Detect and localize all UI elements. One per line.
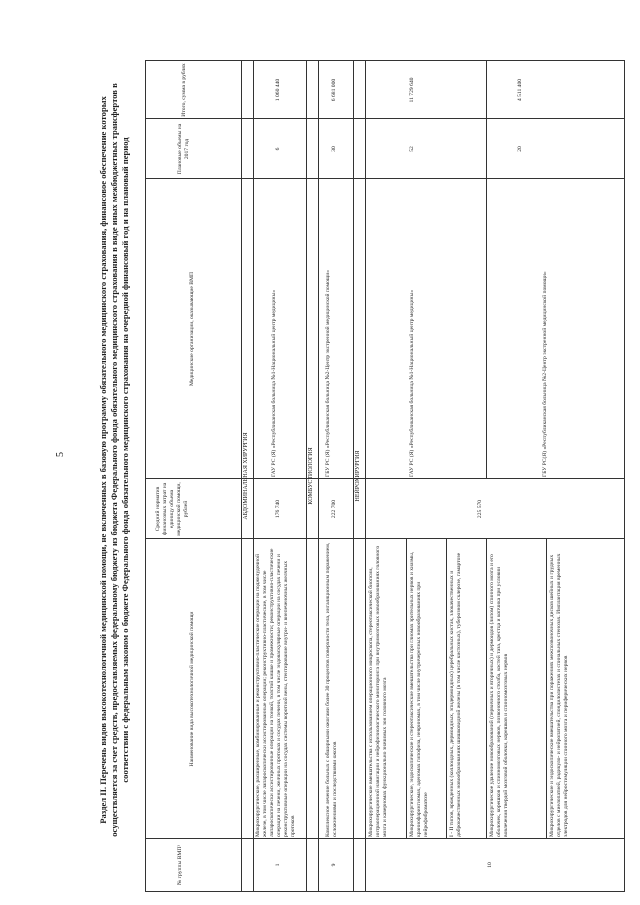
- row2-total: 6 681 000: [331, 78, 337, 102]
- row3-group: 10: [487, 862, 493, 868]
- row1-total: 1 060 440: [275, 78, 281, 102]
- row1-name: Микрохирургические, расширенные, комбинированные и реконструктивно-пластические операции на поджелудочной железе, в том числе лапароскопически ассистированные операции; реконструктивно-пластические, в том числе лапароскопически ассистированные операции на тонкой, толстой кишке и промежности; реконструктивно-пластические операции на печени, желчных протоках и сосудах печени, в том числе эндоваскулярные операции на сосудах печени и реконструктивные операции на сосудах системы воротной вены, стентирование внутри- и внепеченочных желчных протоков: [255, 548, 296, 837]
- section-title: [98, 45, 131, 875]
- row3-item: Микрохирургическое удаление новообразований (первичных и вторичных) и дермоидов (липом) спинного мозга и его оболочек, корешков и спинномозговых нервов, позвоночного столба, костей таза, крестца и копчика при условии вовлечения твердой мозговой оболочки, корешков и спинномозговых нервов: [489, 554, 509, 837]
- row1-org: ГАУ РС (Я) «Республиканская больница №1-Национальный центр медицины»: [271, 289, 277, 477]
- row2-group: 9: [331, 863, 337, 867]
- row3-total2: 4 511 400: [517, 78, 523, 102]
- row3-total1: 11 729 640: [409, 77, 415, 103]
- row3-norm: 225 570: [477, 499, 483, 519]
- row1-group: 1: [275, 863, 281, 867]
- row2-norm: 222 700: [331, 499, 337, 519]
- row2-name: Комплексное лечение больных с обширными ожогами более 30 процентов поверхности тела, ингаляционным поражением, осложнениями и последствиями ожогов: [325, 542, 338, 837]
- page-number: 5: [55, 452, 66, 457]
- section-neurosurgery: НЕЙРОХИРУРГИЯ: [355, 450, 361, 502]
- row3-item: I - II типов, врожденных (коллоидных, дермоидных, эпидермоидных) церебральных кистах, злокачественных и доброкачественных новообразованиях шишковидной железы (в том числе кистозных), туберозном склерозе, гамартозе: [449, 552, 462, 837]
- row3-volume1: 52: [409, 146, 415, 152]
- header-norm: Средний норматив финансовых затрат на единицу объема медицинской помощи, рублей: [155, 482, 189, 536]
- row3-item: Микрохирургические и эндоскопические вмешательства при поражениях межпозвоночных дисков шейных и грудных отделов с миелопатией, радикуло- и нейропатией, спондилолистезах и спинальных стенозах. Имплантация временных электродов для нейростимуляции спинного мозга и периферических нервов: [549, 553, 569, 837]
- row3-volume2: 20: [517, 146, 523, 152]
- row3-org2: ГБУ РС(Я) «Республиканская больница №2-Центр экстренной медицинской помощи»: [542, 271, 548, 477]
- row1-norm: 176 740: [275, 499, 281, 519]
- row3-item: Микрохирургические, эндоскопические и стереотаксические вмешательства при глиомах зрительных нервов и хиазмы, краниофарингиомах, аденомах гипофиза, невриномах, в том числе внутричерепных новообразованиях при нейрофиброматозе: [409, 551, 429, 837]
- row2-org: ГБУ РС (Я) «Республиканская больница №2-Центр экстренной медицинской помощи»: [325, 269, 331, 477]
- title-line: осуществляется за счет средств, предоставляемых федеральному бюджету из бюджета Федерального фонда обязательного медицинского страхования в виде иных межбюджетных трансфертов в: [109, 83, 119, 837]
- title-line: соответствии с федеральным законом о бюджете Федерального фонда обязательного медицинского страхования на очередной финансовый год и на плановый период: [120, 137, 130, 783]
- header-volume: Плановые объемы на 2017 год: [177, 123, 190, 175]
- vmp-table: [145, 60, 625, 892]
- row1-volume: 6: [275, 147, 281, 151]
- row2-volume: 30: [331, 146, 337, 152]
- section-abdominal: АБДОМИНАЛЬНАЯ ХИРУРГИЯ: [243, 432, 249, 520]
- header-total: Итого, сумма в рублях: [181, 63, 187, 117]
- section-combustiology: КОМБУСТИОЛОГИЯ: [308, 447, 314, 505]
- header-name: Наименование вида высокотехнологичной медицинской помощи: [189, 611, 195, 767]
- row3-org1: ГАУ РС (Я) «Республиканская больница №1-Национальный центр медицины»: [409, 289, 415, 477]
- header-group: № группы ВМП¹: [177, 844, 183, 886]
- row3-item: Микрохирургические вмешательства с использованием операционного микроскопа, стереотаксической биопсии, интраоперационной навигации и нейрофизиологического мониторинга при внутримозговых новообразованиях головного мозга и каверномах функционально значимых зон головного мозга: [368, 545, 388, 837]
- title-line: Раздел II. Перечень видов высокотехнологичной медицинской помощи, не включенных в базовую программу обязательного медицинского страхования, финансовое обеспечение которых: [98, 96, 108, 824]
- header-org: Медицинские организации, оказывающие ВМП: [189, 271, 195, 387]
